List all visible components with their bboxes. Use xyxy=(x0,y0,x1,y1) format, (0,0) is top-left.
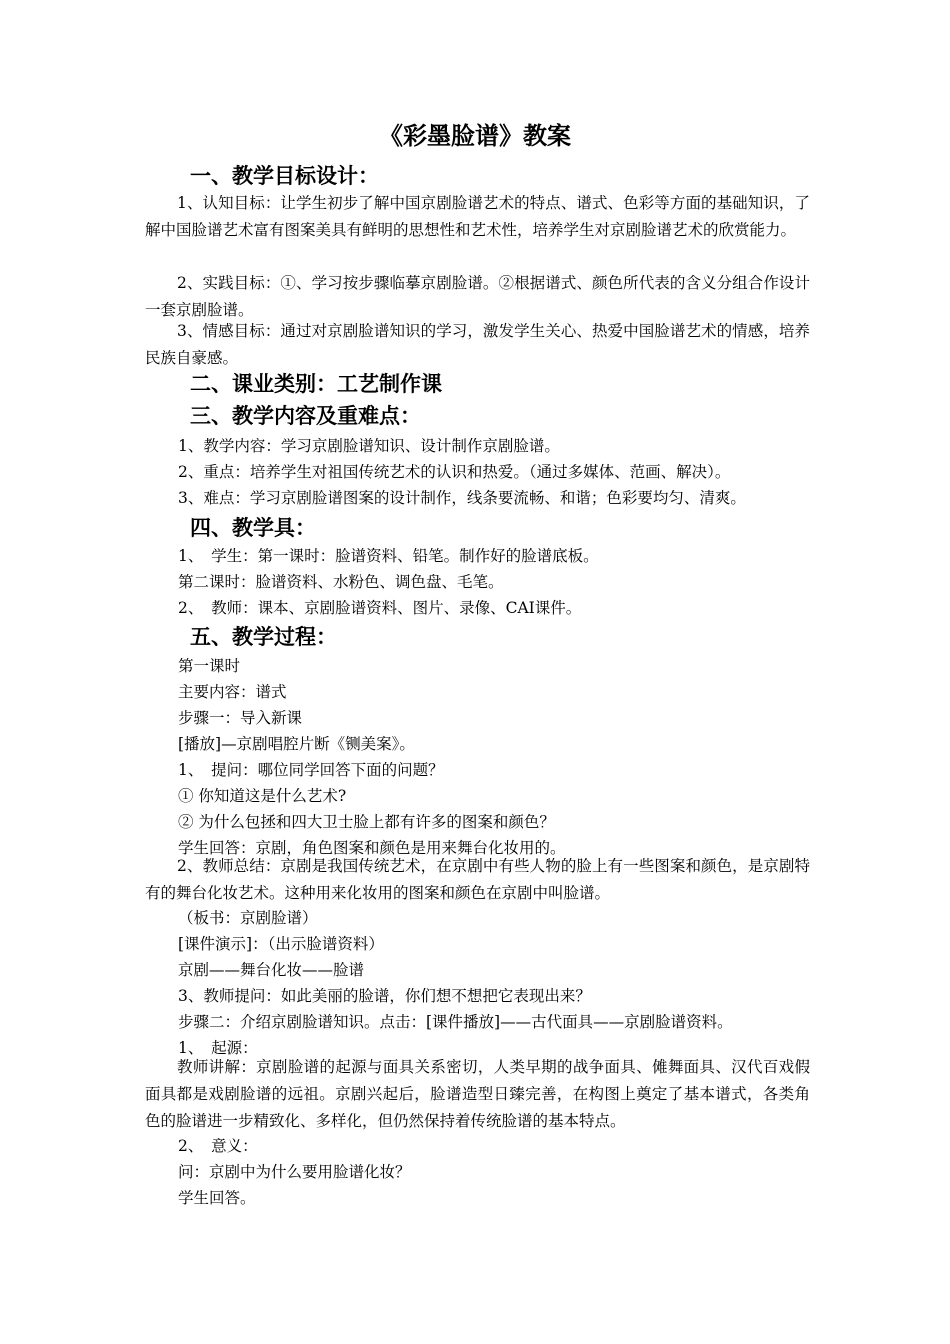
teacher-explanation: 教师讲解：京剧脸谱的起源与面具关系密切，人类早期的战争面具、傩舞面具、汉代百戏假面具都是戏剧脸谱的远祖。京剧兴起后，脸谱造型日臻完善，在构图上奠定了基本谱式，各类角色的脸谱进一步精致化、多样化，但仍然保持着传统脸谱的基本特点。 xyxy=(145,1058,810,1130)
section-2-heading: 二、课业类别：工艺制作课 xyxy=(190,371,442,396)
objective-practice: 2、实践目标：①、学习按步骤临摹京剧脸谱。②根据谱式、颜色所代表的含义分组合作设计一套京剧脸谱。 xyxy=(145,274,810,319)
objective-emotion: 3、情感目标：通过对京剧脸谱知识的学习，激发学生关心、热爱中国脸谱艺术的情感，培养民族自豪感。 xyxy=(145,322,810,367)
process-line: [播放]—京剧唱腔片断《铡美案》。 xyxy=(178,735,415,753)
process-line: 学生回答：京剧，角色图案和颜色是用来舞台化妆用的。 xyxy=(178,839,566,857)
tools-item: 1、 学生：第一课时：脸谱资料、铅笔。制作好的脸谱底板。 xyxy=(178,547,599,565)
process-line: 3、教师提问：如此美丽的脸谱，你们想不想把它表现出来？ xyxy=(178,987,591,1005)
process-line: [课件演示]：（出示脸谱资料） xyxy=(178,935,384,953)
process-line: ① 你知道这是什么艺术? xyxy=(178,787,347,805)
process-line: 1、 提问：哪位同学回答下面的问题？ xyxy=(178,761,444,779)
keypoint-item: 2、重点：培养学生对祖国传统艺术的认识和热爱。（通过多媒体、范画、解决）。 xyxy=(178,463,731,481)
document-title: 《彩墨脸谱》教案 xyxy=(379,121,571,150)
process-line: 步骤二：介绍京剧脸谱知识。点击：[课件播放]——古代面具——京剧脸谱资料。 xyxy=(178,1013,733,1031)
section-1-heading: 一、教学目标设计： xyxy=(190,163,379,188)
process-line: 第一课时 xyxy=(178,657,241,675)
difficulty-item: 3、难点：学习京剧脸谱图案的设计制作，线条要流畅、和谐；色彩要均匀、清爽。 xyxy=(178,489,746,507)
process-line: 主要内容：谱式 xyxy=(178,683,287,701)
process-line: （板书：京剧脸谱） xyxy=(178,909,318,927)
section-5-heading: 五、教学过程： xyxy=(190,624,337,649)
process-line: 学生回答。 xyxy=(178,1189,256,1207)
objective-cognitive: 1、认知目标：让学生初步了解中国京剧脸谱艺术的特点、谱式、色彩等方面的基础知识，了解中国脸谱艺术富有图案美具有鲜明的思想性和艺术性，培养学生对京剧脸谱艺术的欣赏能力。 xyxy=(145,194,810,239)
process-line: ② 为什么包拯和四大卫士脸上都有许多的图案和颜色？ xyxy=(178,813,555,831)
process-line: 京剧——舞台化妆——脸谱 xyxy=(178,961,365,979)
teacher-summary: 2、教师总结：京剧是我国传统艺术，在京剧中有些人物的脸上有一些图案和颜色，是京剧特有的舞台化妆艺术。这种用来化妆用的图案和颜色在京剧中叫脸谱。 xyxy=(145,857,810,902)
tools-item: 第二课时：脸谱资料、水粉色、调色盘、毛笔。 xyxy=(178,573,504,591)
process-line: 步骤一：导入新课 xyxy=(178,709,303,727)
process-line: 2、 意义： xyxy=(178,1137,258,1155)
process-line: 1、 起源： xyxy=(178,1039,258,1057)
tools-item: 2、 教师：课本、京剧脸谱资料、图片、录像、CAI课件。 xyxy=(178,599,582,617)
section-4-heading: 四、教学具： xyxy=(190,515,316,540)
section-3-heading: 三、教学内容及重难点： xyxy=(190,403,421,428)
process-line: 问：京剧中为什么要用脸谱化妆？ xyxy=(178,1163,411,1181)
content-item: 1、教学内容：学习京剧脸谱知识、设计制作京剧脸谱。 xyxy=(178,437,560,455)
